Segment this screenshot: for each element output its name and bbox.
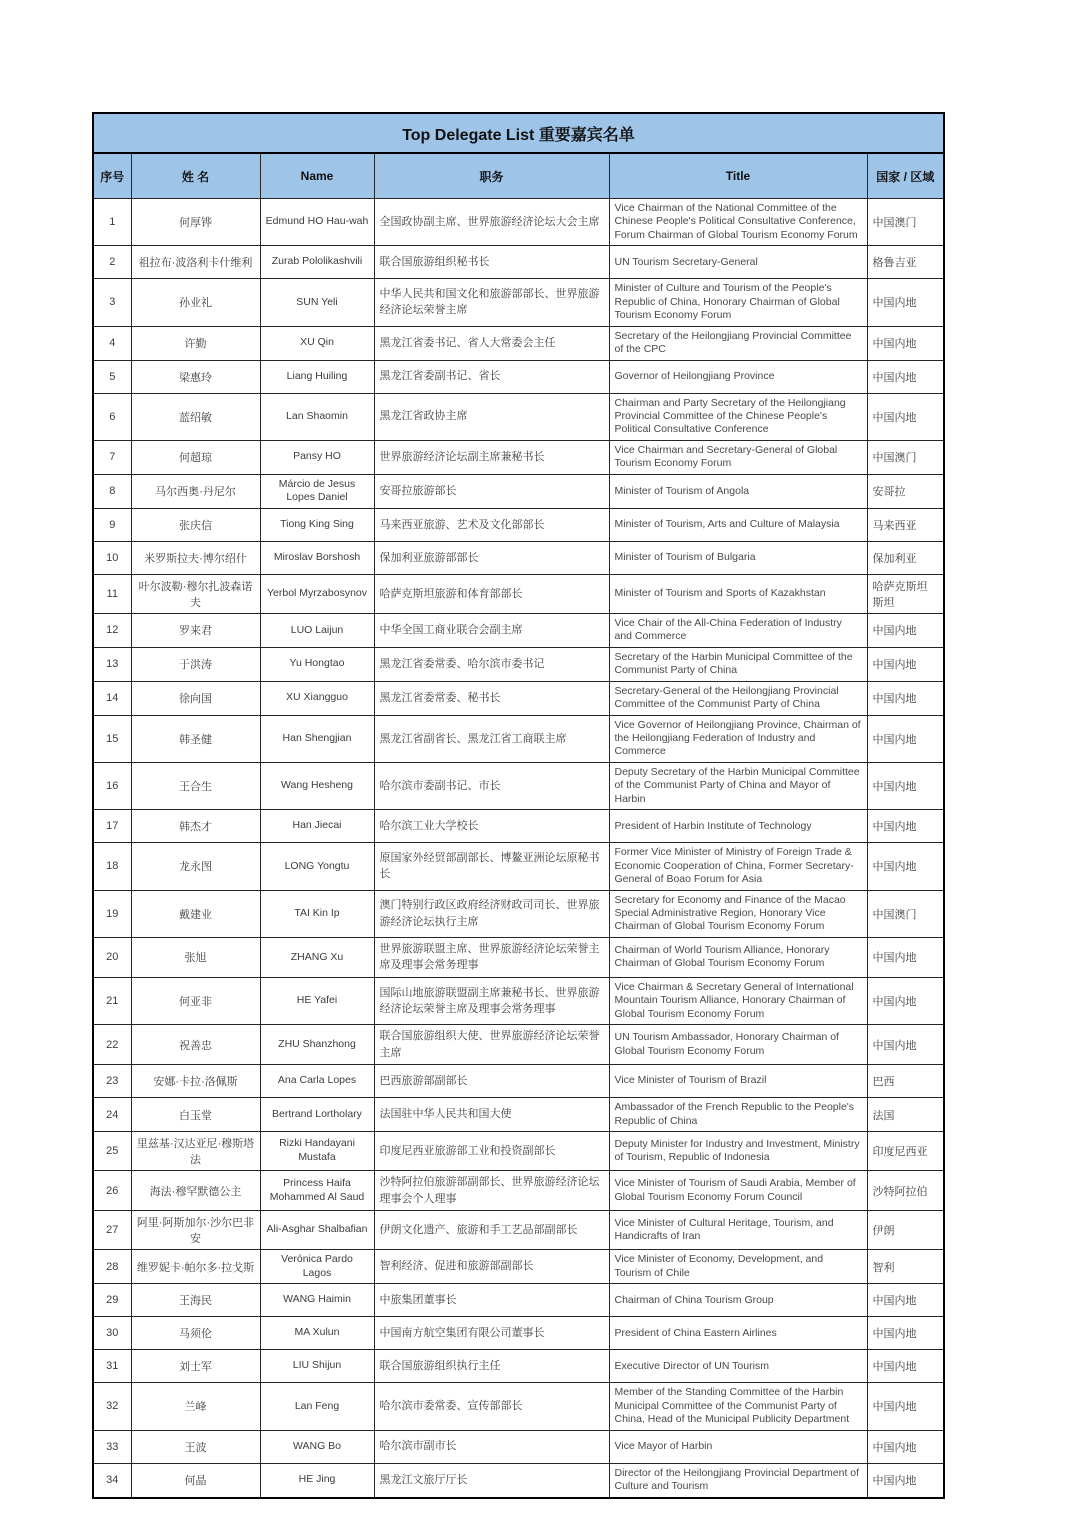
cell-chinese-name: 张庆信 [131,508,260,541]
cell-country-region: 马来西亚 [867,508,944,541]
cell-english-name: Zurab Pololikashvili [260,246,374,279]
cell-english-name: Verónica Pardo Lagos [260,1250,374,1284]
cell-title-english: Chairman of World Tourism Alliance, Honorary Chairman of Global Tourism Economy Forum [609,937,867,977]
cell-country-region: 中国内地 [867,647,944,681]
cell-title-english: Vice Governor of Heilongjiang Province, Chairman of the Heilongjiang Federation of Industry and Commerce [609,715,867,762]
cell-position-chinese: 黑龙江省委常委、秘书长 [374,681,609,715]
cell-english-name: LIU Shijun [260,1350,374,1383]
cell-position-chinese: 黑龙江省委副书记、省长 [374,360,609,393]
cell-position-chinese: 中华人民共和国文化和旅游部部长、世界旅游经济论坛荣誉主席 [374,279,609,326]
cell-chinese-name: 祖拉布·波洛利卡什维利 [131,246,260,279]
cell-serial-number: 13 [93,647,131,681]
cell-title-english: Vice Minister of Economy, Development, and Tourism of Chile [609,1250,867,1284]
header-row [93,153,944,199]
cell-english-name: Márcio de Jesus Lopes Daniel [260,474,374,508]
cell-english-name: Lan Shaomin [260,393,374,440]
cell-chinese-name: 祝善忠 [131,1025,260,1065]
cell-english-name: Rizki Handayani Mustafa [260,1132,374,1171]
cell-chinese-name: 米罗斯拉夫·博尔绍什 [131,541,260,574]
cell-chinese-name: 叶尔波勒·穆尔扎波森诺夫 [131,574,260,613]
cell-position-chinese: 法国驻中华人民共和国大使 [374,1098,609,1132]
table-row [93,647,944,681]
cell-english-name: Ana Carla Lopes [260,1065,374,1098]
cell-english-name: LUO Laijun [260,613,374,647]
cell-title-english: Vice Minister of Cultural Heritage, Tourism, and Handicrafts of Iran [609,1211,867,1250]
cell-serial-number: 29 [93,1284,131,1317]
cell-country-region: 中国内地 [867,1383,944,1430]
cell-chinese-name: 龙永图 [131,843,260,890]
cell-english-name: WANG Haimin [260,1284,374,1317]
cell-country-region: 沙特阿拉伯 [867,1171,944,1211]
cell-country-region: 巴西 [867,1065,944,1098]
column-header-english-name: Name [260,153,374,199]
cell-position-chinese: 中华全国工商业联合会副主席 [374,613,609,647]
cell-country-region: 中国内地 [867,279,944,326]
cell-english-name: HE Yafei [260,977,374,1024]
table-title: Top Delegate List 重要嘉宾名单 [93,113,944,153]
cell-chinese-name: 海法·穆罕默德公主 [131,1171,260,1211]
cell-title-english: Minister of Tourism and Sports of Kazakhstan [609,574,867,613]
cell-chinese-name: 许勤 [131,326,260,360]
cell-serial-number: 23 [93,1065,131,1098]
cell-serial-number: 11 [93,574,131,613]
table-row [93,1383,944,1430]
table-row [93,1211,944,1250]
cell-english-name: SUN Yeli [260,279,374,326]
cell-serial-number: 14 [93,681,131,715]
cell-title-english: Member of the Standing Committee of the Harbin Municipal Committee of the Communist Party of China, Head of the Municipal Publicity Department [609,1383,867,1430]
table-row [93,574,944,613]
cell-position-chinese: 国际山地旅游联盟副主席兼秘书长、世界旅游经济论坛荣誉主席及理事会常务理事 [374,977,609,1024]
cell-serial-number: 15 [93,715,131,762]
cell-country-region: 中国内地 [867,1430,944,1463]
cell-serial-number: 7 [93,440,131,474]
cell-title-english: Deputy Minister for Industry and Investment, Ministry of Tourism, Republic of Indonesia [609,1132,867,1171]
cell-english-name: WANG Bo [260,1430,374,1463]
cell-serial-number: 22 [93,1025,131,1065]
cell-english-name: Edmund HO Hau-wah [260,199,374,246]
cell-chinese-name: 里兹基·汉达亚尼·穆斯塔法 [131,1132,260,1171]
cell-chinese-name: 蓝绍敏 [131,393,260,440]
cell-position-chinese: 哈尔滨工业大学校长 [374,810,609,843]
cell-title-english: Secretary of the Heilongjiang Provincial Committee of the CPC [609,326,867,360]
cell-chinese-name: 何晶 [131,1463,260,1497]
cell-chinese-name: 王波 [131,1430,260,1463]
cell-english-name: Tiong King Sing [260,508,374,541]
delegate-table [92,112,945,1499]
cell-country-region: 印度尼西亚 [867,1132,944,1171]
cell-chinese-name: 梁惠玲 [131,360,260,393]
cell-position-chinese: 黑龙江省委书记、省人大常委会主任 [374,326,609,360]
table-row [93,843,944,890]
cell-title-english: Minister of Tourism of Angola [609,474,867,508]
cell-serial-number: 12 [93,613,131,647]
cell-position-chinese: 哈尔滨市委副书记、市长 [374,762,609,809]
cell-english-name: Wang Hesheng [260,762,374,809]
cell-chinese-name: 马须伦 [131,1317,260,1350]
cell-title-english: Secretary-General of the Heilongjiang Provincial Committee of the Communist Party of China [609,681,867,715]
cell-title-english: Chairman of China Tourism Group [609,1284,867,1317]
cell-title-english: Vice Minister of Tourism of Brazil [609,1065,867,1098]
cell-country-region: 中国内地 [867,810,944,843]
cell-serial-number: 8 [93,474,131,508]
cell-title-english: Vice Chairman & Secretary General of International Mountain Tourism Alliance, Honorary Chairman of Global Tourism Economy Forum [609,977,867,1024]
cell-serial-number: 27 [93,1211,131,1250]
cell-country-region: 中国内地 [867,326,944,360]
cell-country-region: 中国内地 [867,1463,944,1497]
cell-title-english: Ambassador of the French Republic to the People's Republic of China [609,1098,867,1132]
cell-serial-number: 24 [93,1098,131,1132]
cell-position-chinese: 黑龙江文旅厅厅长 [374,1463,609,1497]
cell-chinese-name: 安娜·卡拉·洛佩斯 [131,1065,260,1098]
cell-country-region: 保加利亚 [867,541,944,574]
cell-chinese-name: 阿里·阿斯加尔·沙尔巴非安 [131,1211,260,1250]
cell-position-chinese: 黑龙江省委常委、哈尔滨市委书记 [374,647,609,681]
table-row [93,199,944,246]
cell-serial-number: 33 [93,1430,131,1463]
cell-country-region: 中国内地 [867,681,944,715]
cell-serial-number: 2 [93,246,131,279]
cell-title-english: Minister of Culture and Tourism of the People's Republic of China, Honorary Chairman of Global Tourism Economy Forum [609,279,867,326]
cell-title-english: President of Harbin Institute of Technology [609,810,867,843]
table-row [93,1025,944,1065]
cell-country-region: 中国内地 [867,1350,944,1383]
cell-serial-number: 16 [93,762,131,809]
table-row [93,279,944,326]
cell-serial-number: 3 [93,279,131,326]
cell-english-name: HE Jing [260,1463,374,1497]
cell-country-region: 中国内地 [867,1284,944,1317]
cell-position-chinese: 联合国旅游组织大使、世界旅游经济论坛荣誉主席 [374,1025,609,1065]
cell-position-chinese: 联合国旅游组织执行主任 [374,1350,609,1383]
column-header-serial: 序号 [93,153,131,199]
cell-position-chinese: 安哥拉旅游部长 [374,474,609,508]
cell-english-name: Princess Haifa Mohammed Al Saud [260,1171,374,1211]
cell-country-region: 法国 [867,1098,944,1132]
cell-position-chinese: 巴西旅游部副部长 [374,1065,609,1098]
cell-position-chinese: 原国家外经贸部副部长、博鳌亚洲论坛原秘书长 [374,843,609,890]
cell-title-english: Vice Chairman and Secretary-General of Global Tourism Economy Forum [609,440,867,474]
table-row [93,326,944,360]
table-body [93,199,944,1498]
column-header-country-region: 国家 / 区域 [867,153,944,199]
cell-serial-number: 21 [93,977,131,1024]
cell-english-name: XU Qin [260,326,374,360]
cell-chinese-name: 戴建业 [131,890,260,937]
cell-serial-number: 20 [93,937,131,977]
cell-position-chinese: 保加利亚旅游部部长 [374,541,609,574]
cell-title-english: Chairman and Party Secretary of the Heilongjiang Provincial Committee of the Chinese People's Political Consultative Conference [609,393,867,440]
cell-country-region: 中国内地 [867,1317,944,1350]
cell-title-english: UN Tourism Secretary-General [609,246,867,279]
cell-country-region: 中国澳门 [867,199,944,246]
column-header-position: 职务 [374,153,609,199]
cell-position-chinese: 澳门特别行政区政府经济财政司司长、世界旅游经济论坛执行主席 [374,890,609,937]
cell-position-chinese: 沙特阿拉伯旅游部副部长、世界旅游经济论坛理事会个人理事 [374,1171,609,1211]
cell-english-name: XU Xiangguo [260,681,374,715]
cell-chinese-name: 何超琼 [131,440,260,474]
cell-country-region: 中国澳门 [867,440,944,474]
cell-english-name: TAI Kin Ip [260,890,374,937]
table-row [93,890,944,937]
cell-chinese-name: 刘士军 [131,1350,260,1383]
cell-country-region: 格鲁吉亚 [867,246,944,279]
cell-title-english: UN Tourism Ambassador, Honorary Chairman of Global Tourism Economy Forum [609,1025,867,1065]
cell-chinese-name: 于洪涛 [131,647,260,681]
cell-chinese-name: 何厚铧 [131,199,260,246]
cell-position-chinese: 联合国旅游组织秘书长 [374,246,609,279]
cell-chinese-name: 兰峰 [131,1383,260,1430]
cell-position-chinese: 印度尼西亚旅游部工业和投资副部长 [374,1132,609,1171]
cell-country-region: 伊朗 [867,1211,944,1250]
table-row [93,360,944,393]
table-row [93,1350,944,1383]
cell-english-name: LONG Yongtu [260,843,374,890]
cell-english-name: Yu Hongtao [260,647,374,681]
cell-english-name: MA Xulun [260,1317,374,1350]
table-row [93,1317,944,1350]
cell-position-chinese: 黑龙江省副省长、黑龙江省工商联主席 [374,715,609,762]
column-header-chinese-name: 姓 名 [131,153,260,199]
table-row [93,1463,944,1497]
cell-country-region: 中国内地 [867,360,944,393]
cell-position-chinese: 黑龙江省政协主席 [374,393,609,440]
table-row [93,393,944,440]
cell-title-english: Executive Director of UN Tourism [609,1350,867,1383]
cell-title-english: President of China Eastern Airlines [609,1317,867,1350]
cell-title-english: Vice Chair of the All-China Federation of Industry and Commerce [609,613,867,647]
column-header-title: Title [609,153,867,199]
cell-chinese-name: 王合生 [131,762,260,809]
cell-position-chinese: 马来西亚旅游、艺术及文化部部长 [374,508,609,541]
cell-chinese-name: 王海民 [131,1284,260,1317]
cell-serial-number: 18 [93,843,131,890]
cell-english-name: Ali-Asghar Shalbafian [260,1211,374,1250]
cell-english-name: Bertrand Lortholary [260,1098,374,1132]
cell-position-chinese: 智利经济、促进和旅游部副部长 [374,1250,609,1284]
cell-country-region: 中国内地 [867,613,944,647]
table-row [93,541,944,574]
cell-country-region: 中国内地 [867,977,944,1024]
cell-chinese-name: 徐向国 [131,681,260,715]
cell-serial-number: 9 [93,508,131,541]
cell-serial-number: 17 [93,810,131,843]
table-row [93,1098,944,1132]
cell-title-english: Former Vice Minister of Ministry of Foreign Trade & Economic Cooperation of China, Former Secretary-General of Boao Forum for Asia [609,843,867,890]
cell-chinese-name: 白玉堂 [131,1098,260,1132]
cell-country-region: 中国内地 [867,393,944,440]
cell-title-english: Governor of Heilongjiang Province [609,360,867,393]
table-row [93,508,944,541]
cell-position-chinese: 哈尔滨市副市长 [374,1430,609,1463]
cell-country-region: 中国内地 [867,937,944,977]
cell-country-region: 中国内地 [867,715,944,762]
cell-serial-number: 25 [93,1132,131,1171]
cell-english-name: Yerbol Myrzabosynov [260,574,374,613]
table-row [93,246,944,279]
table-row [93,1250,944,1284]
cell-serial-number: 32 [93,1383,131,1430]
cell-chinese-name: 马尔西奥·丹尼尔 [131,474,260,508]
table-row [93,810,944,843]
cell-serial-number: 30 [93,1317,131,1350]
cell-position-chinese: 伊朗文化遗产、旅游和手工艺品部副部长 [374,1211,609,1250]
cell-country-region: 安哥拉 [867,474,944,508]
cell-country-region: 中国内地 [867,843,944,890]
table-row [93,1171,944,1211]
cell-title-english: Minister of Tourism, Arts and Culture of Malaysia [609,508,867,541]
cell-position-chinese: 世界旅游联盟主席、世界旅游经济论坛荣誉主席及理事会常务理事 [374,937,609,977]
table-row [93,1132,944,1171]
table-row [93,937,944,977]
table-row [93,977,944,1024]
cell-serial-number: 4 [93,326,131,360]
cell-english-name: Liang Huiling [260,360,374,393]
cell-title-english: Vice Mayor of Harbin [609,1430,867,1463]
cell-title-english: Deputy Secretary of the Harbin Municipal Committee of the Communist Party of China and Mayor of Harbin [609,762,867,809]
cell-english-name: Han Shengjian [260,715,374,762]
table-row [93,440,944,474]
cell-serial-number: 10 [93,541,131,574]
table-row [93,1284,944,1317]
title-row [93,113,944,153]
cell-position-chinese: 中国南方航空集团有限公司董事长 [374,1317,609,1350]
cell-serial-number: 26 [93,1171,131,1211]
cell-english-name: Lan Feng [260,1383,374,1430]
cell-title-english: Minister of Tourism of Bulgaria [609,541,867,574]
cell-country-region: 中国澳门 [867,890,944,937]
table-row [93,715,944,762]
cell-english-name: Pansy HO [260,440,374,474]
cell-chinese-name: 维罗妮卡·帕尔多·拉戈斯 [131,1250,260,1284]
cell-serial-number: 19 [93,890,131,937]
cell-title-english: Director of the Heilongjiang Provincial Department of Culture and Tourism [609,1463,867,1497]
cell-english-name: ZHANG Xu [260,937,374,977]
cell-chinese-name: 罗来君 [131,613,260,647]
cell-chinese-name: 韩杰才 [131,810,260,843]
cell-serial-number: 28 [93,1250,131,1284]
cell-english-name: Han Jiecai [260,810,374,843]
cell-english-name: Miroslav Borshosh [260,541,374,574]
cell-chinese-name: 何亚非 [131,977,260,1024]
cell-title-english: Secretary of the Harbin Municipal Committee of the Communist Party of China [609,647,867,681]
cell-position-chinese: 全国政协副主席、世界旅游经济论坛大会主席 [374,199,609,246]
table-row [93,1430,944,1463]
cell-english-name: ZHU Shanzhong [260,1025,374,1065]
cell-position-chinese: 世界旅游经济论坛副主席兼秘书长 [374,440,609,474]
cell-title-english: Vice Chairman of the National Committee of the Chinese People's Political Consultative Conference, Forum Chairman of Global Tourism Economy Forum [609,199,867,246]
cell-serial-number: 31 [93,1350,131,1383]
cell-position-chinese: 哈萨克斯坦旅游和体育部部长 [374,574,609,613]
cell-serial-number: 34 [93,1463,131,1497]
table-row [93,762,944,809]
cell-chinese-name: 韩圣健 [131,715,260,762]
cell-country-region: 中国内地 [867,762,944,809]
cell-position-chinese: 中旅集团董事长 [374,1284,609,1317]
cell-title-english: Vice Minister of Tourism of Saudi Arabia, Member of Global Tourism Economy Forum Council [609,1171,867,1211]
cell-chinese-name: 孙业礼 [131,279,260,326]
table-row [93,613,944,647]
cell-country-region: 中国内地 [867,1025,944,1065]
cell-title-english: Secretary for Economy and Finance of the Macao Special Administrative Region, Honorary Vice Chairman of Global Tourism Economy Forum [609,890,867,937]
table-row [93,1065,944,1098]
cell-serial-number: 6 [93,393,131,440]
table-row [93,681,944,715]
table-row [93,474,944,508]
cell-position-chinese: 哈尔滨市委常委、宣传部部长 [374,1383,609,1430]
cell-country-region: 哈萨克斯坦斯坦 [867,574,944,613]
cell-country-region: 智利 [867,1250,944,1284]
cell-chinese-name: 张旭 [131,937,260,977]
cell-serial-number: 5 [93,360,131,393]
cell-serial-number: 1 [93,199,131,246]
